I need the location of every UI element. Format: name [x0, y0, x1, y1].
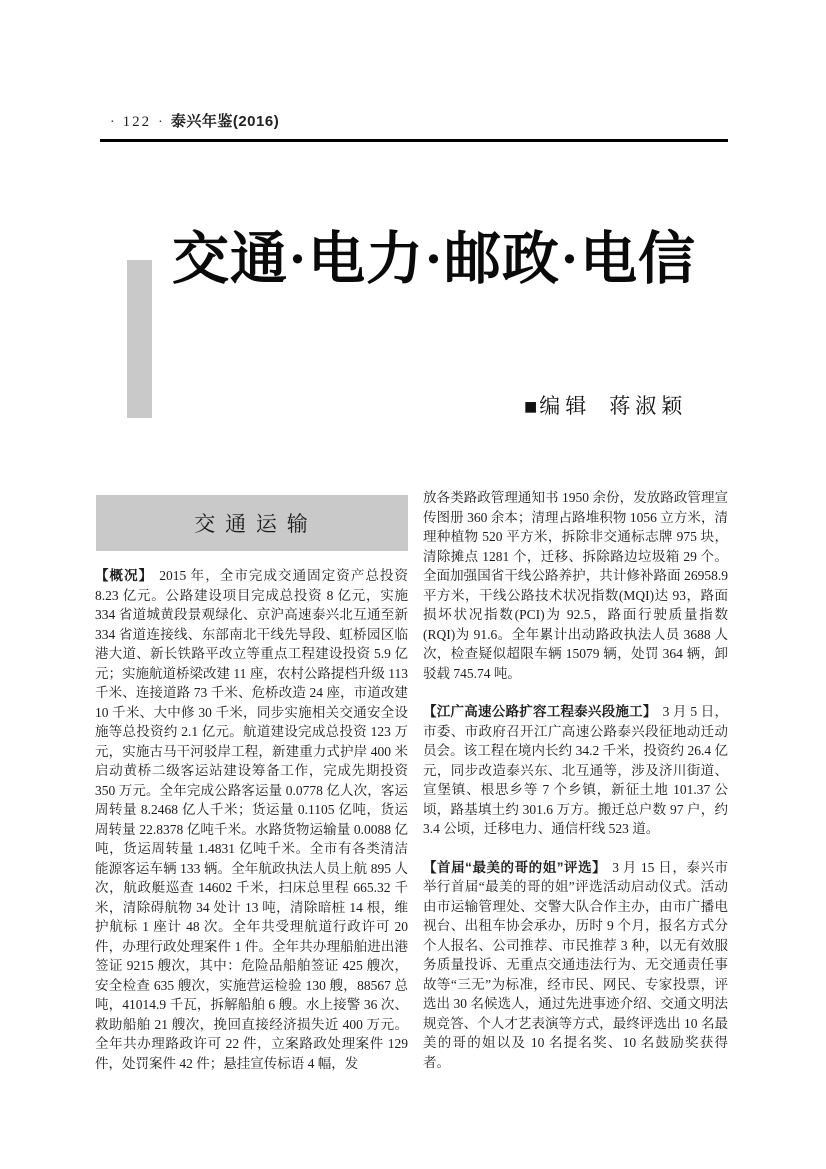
book-title: 泰兴年鉴(2016)	[170, 113, 280, 130]
section-header-transport	[96, 495, 408, 551]
paragraph-overview-continued	[423, 488, 728, 683]
entry-text-overview: 2015 年，全市完成交通固定资产总投资 8.23 亿元。公路建设项目完成总投资 8 亿元，实施 334 省道城黄段景观绿化、京沪高速泰兴北互通至新 334 省道连接线、东部南北干线先导段、虹桥园区临港大道、新长铁路平改立等重点工程建设投资 5.9 亿元；实施航道桥梁改建 11 座，农村公路提档升级 113 千米、连接道路 73 千米、危桥改造 24 座，市道改建 10 千米、大中修 30 千米，同步实施相关交通安全设施等总投资约 2.1 亿元。航道建设完成总投资 123 万元，实施古马干河驳岸工程，新建重力式护岸 400 米启动黄桥二级客运站建设筹备工作，完成先期投资 350 万元。全年完成公路客运量 0.0778 亿人次，客运周转量 8.2468 亿人千米；货运量 0.1105 亿吨，货运周转量 22.8378 亿吨千米。水路货物运输量 0.0088 亿吨，货运周转量 1.4831 亿吨千米。全市有各类清洁能源客运车辆 133 辆。全年航政执法人员上航 895 人次，航政艇巡查 14602 千米，扫床总里程 665.32 千米，清除碍航物 34 处计 13 吨，清除暗桩 14 根，维护航标 1 座计 48 次。全年共受理航道行政许可 20 件，办理行政处理案件 1 件。全年共办理船舶进出港签证 9215 艘次，其中：危险品船舶签证 425 艘次，安全检查 635 艘次，实施营运检验 130 艘，88567 总吨，41014.9 千瓦，拆解船舶 6 艘。水上接警 36 次、救助船舶 21 艘次，挽回直接经济损失近 400 万元。全年共办理路政许可 22 件，立案路政处理案件 129 件，处罚案件 42 件；悬挂宣传标语 4 幅，发	[95, 568, 409, 1071]
header-rule	[100, 139, 728, 142]
page-number: 122	[122, 114, 152, 130]
editor-line	[524, 390, 687, 420]
right-column	[423, 488, 728, 1072]
left-column	[95, 566, 408, 1073]
paragraph-highway-expansion	[423, 702, 728, 839]
editor-name: 蒋淑颖	[609, 394, 688, 418]
entry-text-best-driver-award: 3 月 15 日，泰兴市举行首届“最美的哥的姐”评选活动启动仪式。活动由市运输管理处、交警大队合作主办，由市广播电视台、出租车协会承办，历时 9 个月，报名方式分个人报名、公司推荐、市民推荐 3 种，以无有效服务质量投诉、无重点交通违法行为、无交通责任事故等“三无”为标准，经市民、网民、专家投票，评选出 30 名候选人，通过先进事迹介绍、交通文明法规竞答、个人才艺表演等方式，最终评选出 10 名最美的哥的姐以及 10 名提名奖、10 名鼓励奖获得者。	[423, 859, 729, 1070]
entry-text-overview-continued: 放各类路政管理通知书 1950 余份，发放路政管理宣传图册 360 余本；清理占路堆积物 1056 立方米，清理种植物 520 平方米，拆除非交通标志牌 975 块，清除摊点 1281 个，迁移、拆除路边垃圾箱 29 个。全面加强国省干线公路养护，共计修补路面 26958.9 平方米，干线公路技术状况指数(MQI)达 93，路面损坏状况指数(PCI)为 92.5，路面行驶质量指数(RQI)为 91.6。全年累计出动路政执法人员 3688 人次，检查疑似超限车辆 15079 辆，处罚 364 辆，卸驳载 745.74 吨。	[423, 490, 728, 681]
header-dot-left: ·	[110, 115, 116, 130]
running-head	[103, 110, 279, 131]
editor-label: 编辑	[539, 394, 592, 418]
entry-text-highway-expansion: 3 月 5 日，市委、市政府召开江广高速公路泰兴段征地动迁动员会。该工程在境内长约 34.2 千米，投资约 26.4 亿元，同步改造泰兴东、北互通等，涉及济川街道、宣堡镇、根思乡等 7 个乡镇，新征土地 101.37 公顷，路基填土约 301.6 万方。搬迁总户数 97 户，约 3.4 公顷，迁移电力、通信杆线 523 道。	[423, 704, 729, 836]
entry-lead-best-driver-award: 【首届“最美的哥的姐”评选】	[423, 859, 607, 875]
section-header-label: 交 通 运 输	[194, 513, 310, 536]
square-bullet-icon: ■	[524, 394, 538, 419]
paragraph-best-driver-award	[423, 858, 728, 1073]
entry-lead-highway-expansion: 【江广高速公路扩容工程泰兴段施工】	[423, 704, 657, 719]
entry-lead-overview: 【概况】	[95, 568, 154, 583]
paragraph-overview	[95, 566, 408, 1073]
chapter-title: 交通·电力·邮政·电信	[172, 228, 697, 291]
header-dot-right: ·	[158, 115, 164, 130]
title-decoration-bar	[127, 260, 152, 418]
